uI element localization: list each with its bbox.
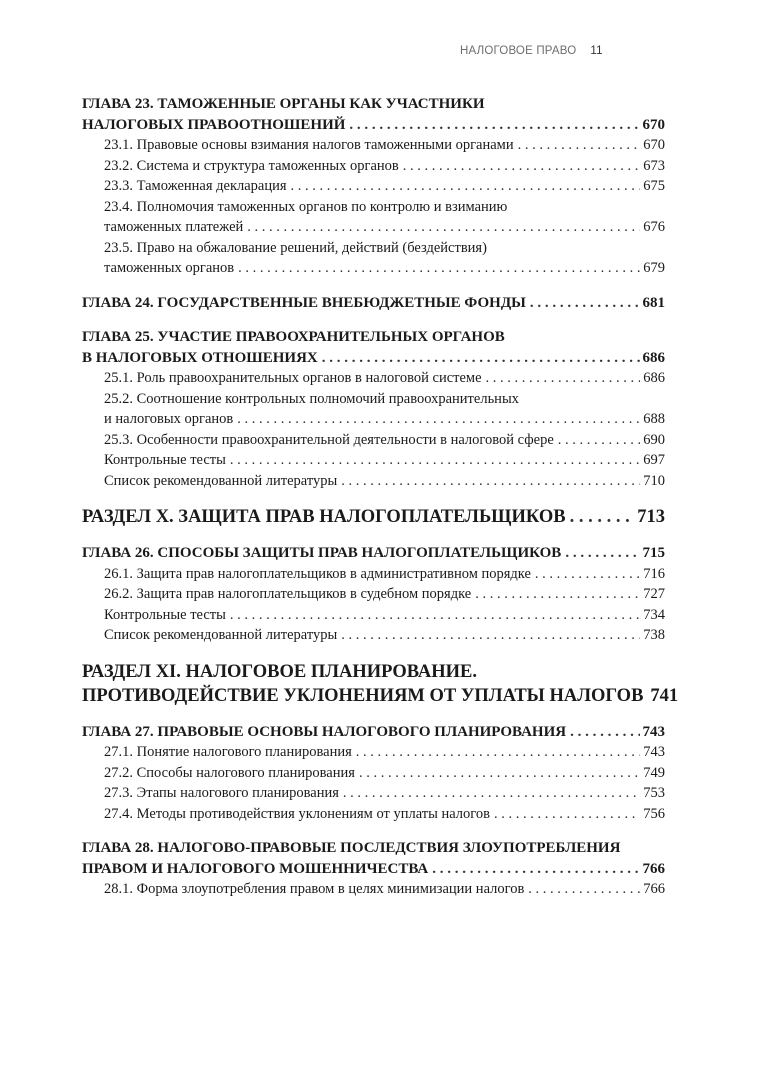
running-head-title: НАЛОГОВОЕ ПРАВО <box>460 45 577 57</box>
toc-entry[interactable] <box>82 722 665 743</box>
toc-entry[interactable] <box>104 156 665 177</box>
toc-page-number: 675 <box>643 178 665 194</box>
leader-dots <box>238 258 640 279</box>
toc-entry-title: 27.1. Понятие налогового планирования <box>104 744 352 760</box>
toc-page-number: 741 <box>650 685 679 706</box>
table-of-contents <box>82 94 679 914</box>
toc-part-10 <box>82 505 665 529</box>
leader-dots <box>230 605 640 626</box>
leader-dots <box>403 156 640 177</box>
toc-entry-title[interactable]: 23.5. Право на обжалование решений, действий (бездействия) <box>104 239 487 256</box>
toc-entry[interactable] <box>104 450 665 471</box>
toc-page-number: 743 <box>643 744 665 760</box>
toc-entry-title[interactable]: ГЛАВА 28. НАЛОГОВО-ПРАВОВЫЕ ПОСЛЕДСТВИЯ ЗЛОУПОТРЕБЛЕНИЯ <box>82 840 621 856</box>
leader-dots <box>230 450 640 471</box>
toc-page-number: 670 <box>643 137 665 153</box>
toc-entry-title: 26.1. Защита прав налогоплательщиков в административном порядке <box>104 565 531 582</box>
toc-entry[interactable] <box>82 115 665 136</box>
toc-entry[interactable] <box>104 409 665 430</box>
toc-page-number: 766 <box>643 881 665 897</box>
toc-chapter-24 <box>82 293 665 314</box>
leader-dots <box>558 430 640 451</box>
leader-dots <box>356 742 640 763</box>
toc-entry-title: 23.1. Правовые основы взимания налогов таможенными органами <box>104 137 514 153</box>
toc-chapter-27 <box>82 722 665 825</box>
toc-page-number: 734 <box>643 606 665 623</box>
toc-entry[interactable] <box>104 625 665 646</box>
toc-entry-title: ГЛАВА 24. ГОСУДАРСТВЕННЫЕ ВНЕБЮДЖЕТНЫЕ ФОНДЫ <box>82 294 526 311</box>
toc-entry[interactable] <box>82 293 665 314</box>
toc-page-number: 738 <box>643 627 665 643</box>
toc-entry-title: и налоговых органов <box>104 411 234 427</box>
toc-entry[interactable] <box>104 135 665 156</box>
leader-dots <box>528 879 640 900</box>
leader-dots <box>359 763 640 784</box>
toc-entry[interactable] <box>104 584 665 605</box>
toc-entry-title: НАЛОГОВЫХ ПРАВООТНОШЕНИЙ <box>82 116 346 133</box>
toc-entry[interactable] <box>104 783 665 804</box>
toc-entry-title[interactable]: РАЗДЕЛ XI. НАЛОГОВОЕ ПЛАНИРОВАНИЕ. <box>82 661 478 682</box>
toc-page-number: 686 <box>643 370 665 386</box>
toc-page-number: 753 <box>643 785 665 801</box>
toc-entry-title: 26.2. Защита прав налогоплательщиков в судебном порядке <box>104 586 472 602</box>
toc-page-number: 690 <box>643 431 665 448</box>
toc-entry[interactable] <box>104 564 665 585</box>
toc-entry[interactable] <box>82 859 665 880</box>
leader-dots <box>518 135 641 156</box>
toc-page-number: 743 <box>642 723 665 740</box>
toc-entry-title: В НАЛОГОВЫХ ОТНОШЕНИЯХ <box>82 349 318 366</box>
toc-entry-title: ПРАВОМ И НАЛОГОВОГО МОШЕННИЧЕСТВА <box>82 860 429 877</box>
leader-dots <box>291 176 641 197</box>
toc-entry[interactable] <box>104 804 665 825</box>
leader-dots <box>237 409 640 430</box>
toc-entry-title: ГЛАВА 26. СПОСОБЫ ЗАЩИТЫ ПРАВ НАЛОГОПЛАТЕЛЬЩИКОВ <box>82 545 562 561</box>
toc-entry-title: таможенных платежей <box>104 219 244 235</box>
toc-page-number: 697 <box>643 452 665 468</box>
leader-dots <box>341 625 640 646</box>
toc-entry-title[interactable]: 23.4. Полномочия таможенных органов по контролю и взиманию <box>104 198 508 215</box>
toc-entry-title: таможенных органов <box>104 260 235 276</box>
toc-entry-title[interactable]: ГЛАВА 25. УЧАСТИЕ ПРАВООХРАНИТЕЛЬНЫХ ОРГАНОВ <box>82 329 505 345</box>
toc-entry[interactable] <box>82 543 665 564</box>
toc-entry-title: Список рекомендованной литературы <box>104 472 338 489</box>
toc-entry-title: 23.2. Система и структура таможенных органов <box>104 157 399 174</box>
toc-page-number: 749 <box>643 764 665 781</box>
toc-chapter-25 <box>82 327 665 491</box>
toc-chapter-23 <box>82 94 665 279</box>
toc-entry[interactable] <box>104 742 665 763</box>
leader-dots <box>570 505 635 529</box>
toc-entry-title[interactable]: 25.2. Соотношение контрольных полномочий правоохранительных <box>104 390 519 407</box>
toc-entry-title: 28.1. Форма злоупотребления правом в целях минимизации налогов <box>104 881 525 897</box>
toc-entry-title: Список рекомендованной литературы <box>104 627 338 643</box>
toc-entry-title: ПРОТИВОДЕЙСТВИЕ УКЛОНЕНИЯМ ОТ УПЛАТЫ НАЛОГОВ <box>82 685 644 706</box>
leader-dots <box>494 804 640 825</box>
toc-chapter-28 <box>82 838 665 900</box>
leader-dots <box>432 859 639 880</box>
toc-page-number: 679 <box>643 260 665 276</box>
toc-entry[interactable] <box>104 176 665 197</box>
toc-page-number: 715 <box>642 545 665 561</box>
toc-page-number: 673 <box>643 157 665 174</box>
toc-entry-title: 27.3. Этапы налогового планирования <box>104 785 339 801</box>
toc-chapter-26 <box>82 543 665 646</box>
running-head <box>460 45 603 57</box>
toc-entry[interactable] <box>104 763 665 784</box>
toc-entry-title: 23.3. Таможенная декларация <box>104 178 287 194</box>
toc-entry-title: 27.4. Методы противодействия уклонениям от уплаты налогов <box>104 805 490 822</box>
toc-page-number: 686 <box>642 349 665 366</box>
leader-dots <box>486 368 641 389</box>
toc-entry[interactable] <box>104 368 665 389</box>
toc-entry[interactable] <box>82 348 665 369</box>
leader-dots <box>349 115 639 136</box>
toc-entry[interactable] <box>104 471 665 492</box>
toc-page-number: 688 <box>643 411 665 427</box>
toc-entry-title: Контрольные тесты <box>104 606 226 623</box>
toc-entry[interactable] <box>104 217 665 238</box>
toc-page-number: 766 <box>642 860 665 877</box>
leader-dots <box>535 564 640 585</box>
toc-entry[interactable] <box>82 684 679 708</box>
leader-dots <box>570 722 639 743</box>
page-number: 11 <box>590 45 603 57</box>
leader-dots <box>341 471 640 492</box>
leader-dots <box>322 348 640 369</box>
leader-dots <box>565 543 639 564</box>
toc-entry-title: ГЛАВА 27. ПРАВОВЫЕ ОСНОВЫ НАЛОГОВОГО ПЛАНИРОВАНИЯ <box>82 723 567 740</box>
toc-entry-title: РАЗДЕЛ X. ЗАЩИТА ПРАВ НАЛОГОПЛАТЕЛЬЩИКОВ <box>82 507 566 527</box>
toc-entry[interactable] <box>104 605 665 626</box>
toc-entry[interactable] <box>104 430 665 451</box>
leader-dots <box>475 584 640 605</box>
leader-dots <box>343 783 640 804</box>
toc-entry-title: 27.2. Способы налогового планирования <box>104 764 355 781</box>
leader-dots <box>247 217 640 238</box>
toc-entry[interactable] <box>82 505 665 529</box>
toc-entry-title[interactable]: ГЛАВА 23. ТАМОЖЕННЫЕ ОРГАНЫ КАК УЧАСТНИКИ <box>82 96 485 112</box>
toc-entry-title: 25.3. Особенности правоохранительной деятельности в налоговой сфере <box>104 431 554 448</box>
toc-entry-title: Контрольные тесты <box>104 452 226 468</box>
toc-page-number: 727 <box>643 586 665 602</box>
toc-page-number: 676 <box>643 219 665 235</box>
toc-part-11 <box>82 660 679 708</box>
leader-dots <box>530 293 640 314</box>
toc-page-number: 713 <box>637 507 665 527</box>
toc-page-number: 756 <box>643 805 665 822</box>
toc-page-number: 716 <box>643 565 665 582</box>
toc-entry[interactable] <box>104 879 665 900</box>
toc-entry[interactable] <box>104 258 665 279</box>
toc-page-number: 710 <box>643 472 665 489</box>
toc-page-number: 670 <box>642 116 665 133</box>
toc-page-number: 681 <box>642 294 665 311</box>
toc-entry-title: 25.1. Роль правоохранительных органов в налоговой системе <box>104 370 482 386</box>
